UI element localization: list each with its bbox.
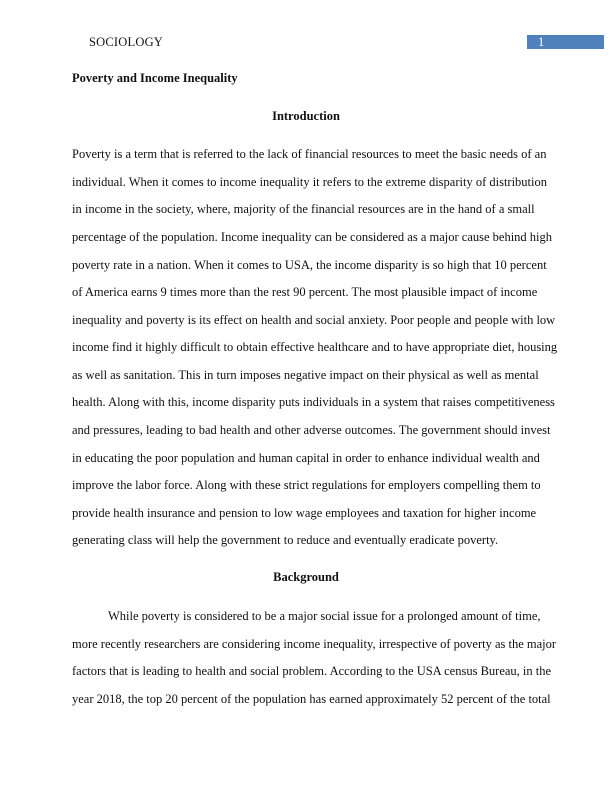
introduction-line: in income in the society, where, majority of the financial resources are in the hand of a small: [72, 202, 535, 216]
introduction-line: generating class will help the government to reduce and eventually eradicate poverty.: [72, 533, 499, 547]
introduction-line: percentage of the population. Income inequality can be considered as a major cause behind high: [72, 230, 553, 244]
page-number-tab: [527, 35, 604, 49]
background-line: factors that is leading to health and social problem. According to the USA census Bureau, in the: [72, 664, 552, 678]
introduction-heading: Introduction: [272, 109, 340, 123]
introduction-line: individual. When it comes to income inequality it refers to the extreme disparity of distribution: [72, 175, 548, 189]
introduction-line: provide health insurance and pension to low wage employees and taxation for higher income: [72, 506, 537, 520]
introduction-line: health. Along with this, income disparity puts individuals in a system that raises competitiveness: [72, 395, 555, 409]
introduction-line: of America earns 9 times more than the rest 90 percent. The most plausible impact of income: [72, 285, 538, 299]
introduction-line: income find it highly difficult to obtain effective healthcare and to have appropriate diet, housing: [72, 340, 558, 354]
introduction-line: and pressures, leading to bad health and other adverse outcomes. The government should invest: [72, 423, 551, 437]
introduction-line: improve the labor force. Along with these strict regulations for employers compelling them to: [72, 478, 541, 492]
introduction-line: Poverty is a term that is referred to the lack of financial resources to meet the basic needs of an: [72, 147, 547, 161]
background-line: year 2018, the top 20 percent of the population has earned approximately 52 percent of the total: [72, 692, 551, 706]
background-heading: Background: [273, 570, 339, 584]
document-title: Poverty and Income Inequality: [72, 71, 238, 85]
introduction-line: in educating the poor population and human capital in order to enhance individual wealth and: [72, 451, 540, 465]
background-line: While poverty is considered to be a major social issue for a prolonged amount of time,: [108, 609, 541, 623]
introduction-line: inequality and poverty is its effect on health and social anxiety. Poor people and people with low: [72, 313, 556, 327]
background-line: more recently researchers are considering income inequality, irrespective of poverty as the major: [72, 637, 557, 651]
introduction-line: poverty rate in a nation. When it comes to USA, the income disparity is so high that 10 percent: [72, 258, 547, 272]
page-number: 1: [538, 35, 545, 49]
introduction-line: as well as sanitation. This in turn imposes negative impact on their physical as well as mental: [72, 368, 539, 382]
running-head: SOCIOLOGY: [89, 35, 164, 49]
